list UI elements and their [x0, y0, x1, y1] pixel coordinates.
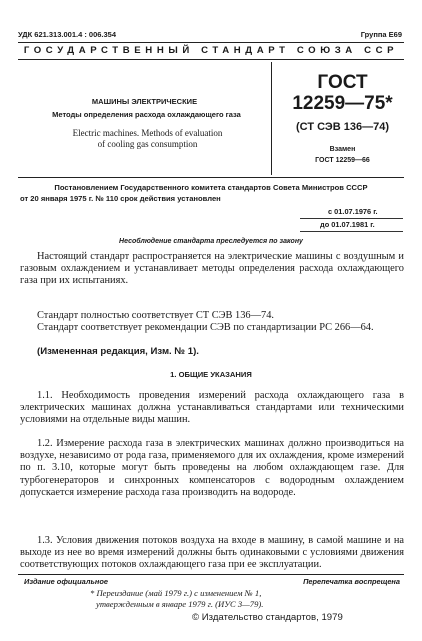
recommendation-statement [20, 322, 404, 334]
date-underline [300, 218, 403, 219]
recommendation-text: Стандарт соответствует рекомендации СЭВ по стандартизации РС 266—64. [37, 322, 374, 333]
title-divider [271, 62, 272, 175]
official-edition: Издание официальное [24, 577, 108, 586]
title-ru-sub: Методы определения расхода охлаждающего газа [52, 110, 241, 119]
reedition-note-line2: утвержденным в январе 1979 г. (ИУС 3—79). [96, 599, 264, 609]
footer-rule [18, 574, 404, 575]
title-bottom-rule [18, 177, 404, 178]
noncompliance-notice: Несоблюдение стандарта преследуется по закону [119, 238, 303, 245]
top-rule [18, 42, 404, 43]
title-en-line2: of cooling gas consumption [97, 139, 198, 149]
date-underline [300, 231, 403, 232]
st-sev-text: Стандарт полностью соответствует СТ СЭВ 136—74. [37, 310, 275, 321]
clause-text: 1.2. Измерение расхода газа в электрических машинах должно производиться на воздухе, независимо от рода газа, применяемого для их охлаждения, кроме измерений по п. 3.10, которые могут быть проведены на любом охлаждающем газе. Для турбогенераторов и синхронных компенсаторов с водородным охлаждением допускается измерение расхода газа производить на водороде. [20, 438, 404, 498]
clause-text: 1.3. Условия движения потоков воздуха на входе в машину, в самой машине и на выходе из нее во время измерений должны быть одинаковыми с условиями движения соответствующих потоков охлаждающего газа при ее эксплуатации. [20, 535, 404, 571]
state-standard-banner: ГОСУДАРСТВЕННЫЙ СТАНДАРТ СОЮЗА ССР [23, 45, 399, 56]
copyright: © Издательство стандартов, 1979 [192, 612, 343, 623]
amendment-note [20, 346, 404, 358]
udk-code: УДК 621.313.001.4 : 006.354 [18, 30, 117, 39]
clause-1-2 [20, 438, 404, 499]
title-ru-main: МАШИНЫ ЭЛЕКТРИЧЕСКИЕ [91, 97, 198, 106]
gost-number: 12259—75* [292, 93, 393, 114]
st-sev-reference: (СТ СЭВ 136—74) [296, 121, 389, 133]
replaced-gost: ГОСТ 12259—66 [315, 157, 370, 164]
date-to: до 01.07.1981 г. [320, 220, 375, 229]
intro-text: Настоящий стандарт распространяется на электрические машины с воздушным и газовым охлаждением и устанавливает методы определения расхода охлаждающего газа при их испытаниях. [20, 251, 404, 287]
date-from: с 01.07.1976 г. [328, 207, 378, 216]
st-sev-statement [20, 310, 404, 322]
replaces-label: Взамен [329, 146, 356, 153]
reprint-prohibited: Перепечатка воспрещена [303, 577, 400, 586]
title-en-line1: Electric machines. Methods of evaluation [72, 128, 223, 138]
clause-1-1 [20, 390, 404, 427]
resolution-line2: от 20 января 1975 г. № 110 срок действия установлен [20, 194, 221, 203]
banner-rule [18, 59, 404, 60]
amendment-text: (Измененная редакция, Изм. № 1). [37, 346, 199, 357]
reedition-note-line1: * Переиздание (май 1979 г.) с изменением № 1, [90, 588, 262, 598]
intro-paragraph [20, 251, 404, 288]
gost-label: ГОСТ [317, 72, 368, 93]
clause-1-3 [20, 535, 404, 572]
group-code: Группа Е69 [360, 30, 402, 39]
section-heading: 1. ОБЩИЕ УКАЗАНИЯ [170, 370, 252, 379]
resolution-line1: Постановлением Государственного комитета стандартов Совета Министров СССР [54, 183, 368, 192]
clause-text: 1.1. Необходимость проведения измерений расхода охлаждающего газа в электрических машинах должна устанавливаться стандартами или техническими условиями на отдельные виды машин. [20, 390, 404, 426]
